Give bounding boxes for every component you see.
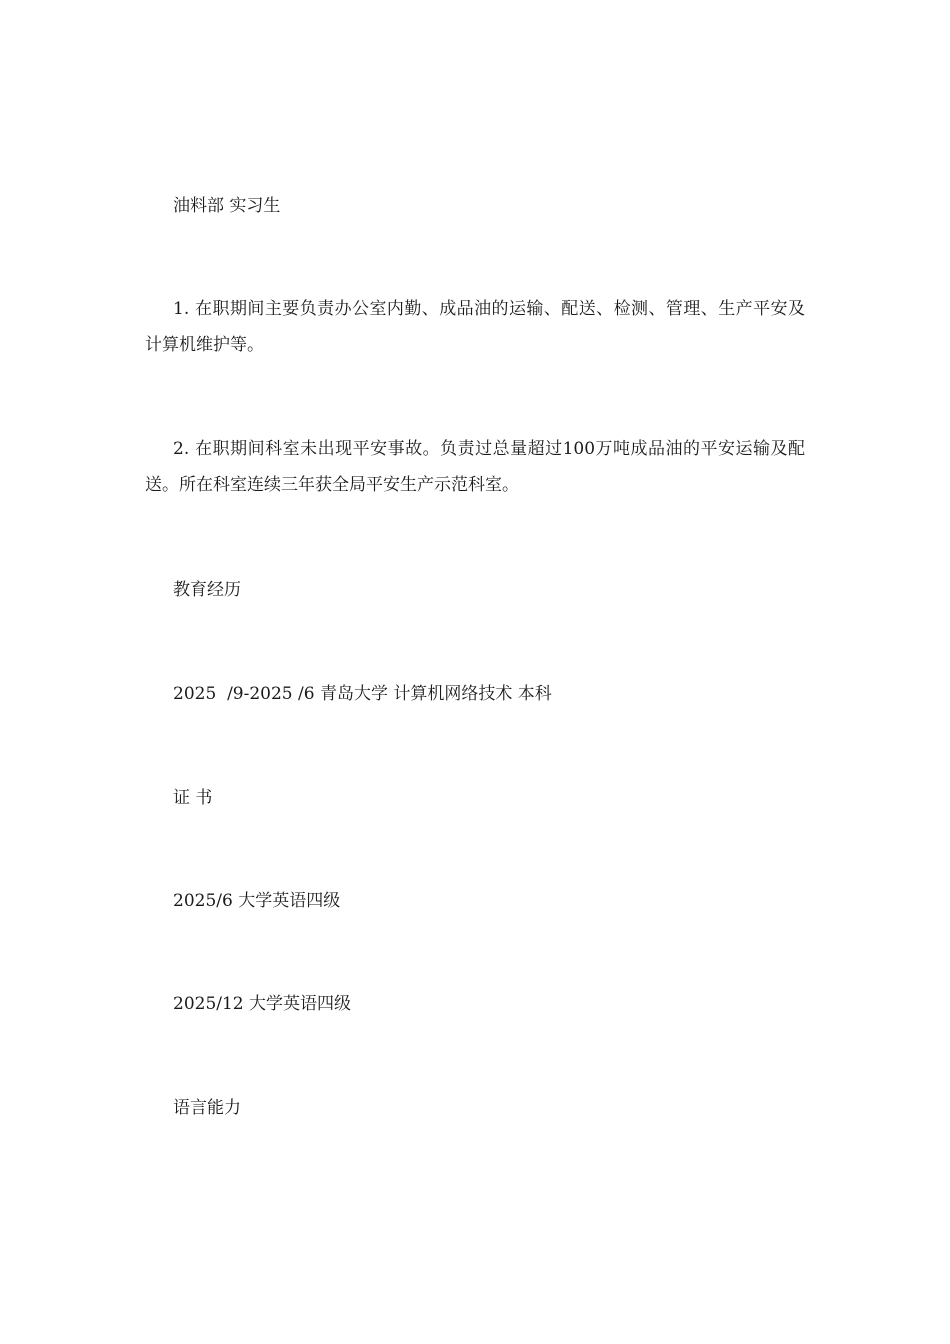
- certificates-heading: 证 书: [173, 788, 213, 808]
- certificate-item-2: 2025/12 大学英语四级: [173, 994, 352, 1014]
- duty-item-1: 1. 在职期间主要负责办公室内勤、成品油的运输、配送、检测、管理、生产平安及计算机维护等。: [145, 299, 805, 355]
- certificate-item-1: 2025/6 大学英语四级: [173, 891, 341, 911]
- position-line: 油料部 实习生: [173, 196, 281, 216]
- education-entry: 2025 /9-2025 /6 青岛大学 计算机网络技术 本科: [173, 684, 552, 704]
- education-heading: 教育经历: [173, 580, 241, 600]
- language-heading: 语言能力: [173, 1098, 241, 1118]
- duty-item-2: 2. 在职期间科室未出现平安事故。负责过总量超过100万吨成品油的平安运输及配送。所在科室连续三年获全局平安生产示范科室。: [145, 439, 805, 495]
